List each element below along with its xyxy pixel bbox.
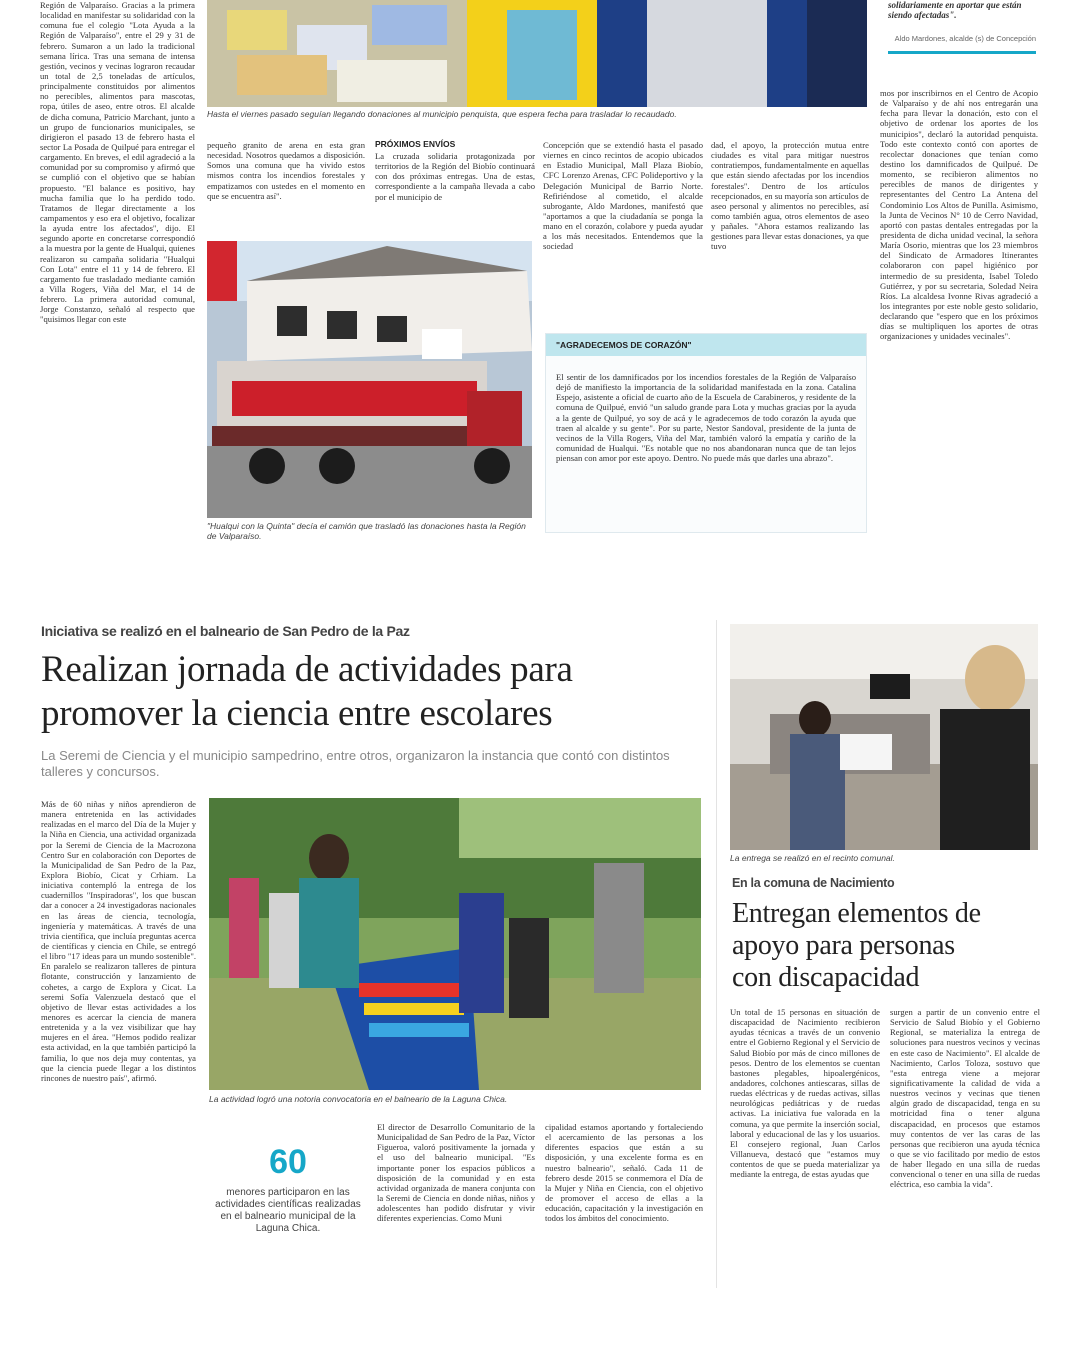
science-column-1: Más de 60 niñas y niños aprendieron de manera entretenida en las actividades realizadas en el marco del Día de la Mujer y la Niña en Ciencia, una actividad organizada por la Seremi de Ciencia de la Macrozona Centro Sur en colaboración con Deportes de la Municipalidad de San Pedro de la Paz, Explora Biobío, Cicat y Crhiam. La iniciativa contempló la entrega de los cuadernillos "Inspiradoras", los que buscan dar a conocer a 24 investigadoras nacionales en las áreas de ciencia, tecnología, ingeniería y matemáticas. A través de una trivia científica, que incluía preguntas acerca de científicas y ciencia en Chile, se entregó el libro "17 ideas para un mundo sostenible". En paralelo se realizaron talleres de pintura flotante, construcción y lanzamiento de cohetes, a cargo de Explora y Cicat. La seremi Sofía Valenzuela destacó que el objetivo de llevar estas actividades a los menores es acercar la ciencia de manera entretenida y a la vez visibilizar que hay mujeres en el área. "Hemos podido realizar esta actividad, en la que también participó la familia, lo que nos deja muy contentas, ya que la ciencia puede llegar a los distintos rincones de nuestro país", afirmó. [41,799,196,1083]
mardones-quote-byline: Aldo Mardones, alcalde (s) de Concepción [894,34,1036,43]
nacimiento-photo-image [730,624,1038,850]
proximos-envios-text: La cruzada solidaria protagonizada por territorios de la Región del Biobío continuará con dos próximas entregas. Una de estas, correspondiente a la campaña llevada a cabo por el municipio de [375,151,535,202]
agradecemos-box-title: "AGRADECEMOS DE CORAZÓN" [546,334,866,356]
science-headline-line-2: promover la ciencia entre escolares [41,693,553,734]
agradecemos-box-text: El sentir de los damnificados por los incendios forestales de la Región de Valparaíso dejó de manifiesto la importancia de la solidaridad manifestada en la zona. Catalina Espejo, asistente a oficial de cuarto año de la Escuela de Carabineros, y residente de la comuna de Quilpué, envió "un saludo grande para Lota y muchas gracias por la ayuda a la gente de Quilpué, yo soy de acá y le agradecemos de todo corazón la ayuda que traen al alcalde y su gente". Por su parte, Nestor Sandoval, presidente de la junta de vecinos de la Villa Rogers, Viña del Mar, también valoró la empatía y cariño de la comunidad de Hualqui. "Es notable que no nos abandonaran nunca que de tan lejos piensan con amor por este apoyo. Dentro. No puede más que darles una abrazo". [556,372,856,464]
science-kicker: Iniciativa se realizó en el balneario de San Pedro de la Paz [41,623,410,639]
nacimiento-headline-line-2: apoyo para personas [732,930,955,961]
quote-underline [888,51,1036,54]
mardones-quote-text: solidariamente en aportar que están siendo afectadas". [888,0,1022,20]
nacimiento-headline-line-3: con discapacidad [732,962,920,993]
nacimiento-photo [730,624,1038,850]
truck-photo-caption: "Hualqui con la Quinta" decía el camión que trasladó las donaciones hasta la Región de Valparaíso. [207,521,526,541]
stat-number: 60 [269,1143,307,1181]
truck-photo [207,241,532,518]
science-photo [209,798,701,1090]
top-article-column-6: mos por inscribirnos en el Centro de Acopio de Valparaíso y de ahí nos entregarán una fecha para llevar la donación, esto con el objetivo de ordenar los aportes de los municipios", declaró la autoridad penquista. Todo este contexto contó con aportes de recolectar donaciones que tenían como destino los damnificados de Quilpué. De momento, se recibieron alimentos no perecibles de manos de dirigentes y representantes del Centro La Antena del Condominio Los Altos de Punilla. Asimismo, la Junta de Vecinos N° 10 de Cerro Navidad, aportó con pastas dentales entregadas por la presidenta de dicha unidad vecinal, la señora María Osorio, mientras que los 23 miembros del Sindicato de Armadores Itinerantes colaboraron con papel higiénico por intermedio de su presidenta, Isabel Toledo Gutiérrez, y por su secretaria, Soledad Neira Ríos. La alcaldesa Ivonne Rivas agradeció a los integrantes por este noble gesto solidario, declarando que "espero que en los próximos días se multipliquen los aportes de otras organizaciones y unidades vecinales". [880,88,1038,342]
top-article-column-1: Región de Valparaíso. Gracias a la primera localidad en manifestar su solidaridad con la comuna fue el colegio "Lota Ayuda a la Región de Valparaíso", entre el 29 y 31 de febrero. Sumaron a un lado la tradicional semana lírica. Tras una semana de intensa gestión, vecinos y vecinas lograron recaudar un total de 2,5 toneladas de artículos, principalmente constituidos por alimentos no perecibles, alimentos para mascotas, ropa, útiles de aseo, entre otros. El alcalde de dicha comuna, Patricio Marchant, junto a un grupo de funcionarios municipales, se dirigieron el pasado 13 de febrero hasta el sector La Posada de Quilpué para entregar el cargamento. En breves, el edil agradeció a la comunidad por su compromiso y afirmó que se cumplió con el objetivo que se habían propuesto. "El balance es positivo, hay mucha familia que lo ha perdido todo. Tratamos de llegar directamente a los campamentos y eso era el objetivo, focalizar la ayuda entre los afectados", dijo. El segundo aporte en concretarse correspondió a la muestra por la gente de Hualqui, quienes realizaron su campaña solidaria "Hualqui Con Lota" entre el 11 y 14 de febrero. El cargamento fue trasladado mediante camión a Villa Rogers, Viña del Mar, el 14 de febrero. La primera autoridad comunal, Jorge Constanzo, señaló al respecto que "quisimos llegar con este [40,0,195,325]
donations-photo [207,0,867,107]
truck-photo-image [207,241,532,518]
agradecemos-box [545,333,867,533]
top-article-column-4: Concepción que se extendió hasta el pasado viernes en cinco recintos de acopio ubicados en Estadio Municipal, Mall Plaza Biobío, CFC Lorenzo Arenas, CFC Polideportivo y la Delegación Municipal de Barrio Norte. Refiriéndose al cometido, el alcalde subrogante, Aldo Mardones, manifestó que "aportamos a que la ciudadanía se ponga la mano en el corazón, colabore y pueda ayudar a los más necesitados. Entendemos que la sociedad [543,140,703,252]
donations-photo-image [207,0,867,107]
nacimiento-photo-caption: La entrega se realizó en el recinto comunal. [730,853,895,863]
stat-callout [212,1143,364,1235]
science-headline [41,648,711,736]
nacimiento-column-1: Un total de 15 personas en situación de discapacidad de Nacimiento recibieron ayudas técnicas a través de un convenio entre el Gobierno Regional y el Servicio de Salud Biobío por más de cinco millones de pesos. Dentro de los elementos se cuentan bastones plegables, hipoalergénicos, andadores, colchones antiescaras, sillas de ruedas eléctricas y de ruedas activas, sillas neurológicas pediátricas y de ruedas activas. La iniciativa fue valorada en la comuna, ya que permite la inserción social, laboral y educacional de las y los usuarios. El consejero regional, Juan Carlos Villanueva, destacó que "estamos muy contentos de que se pueda materializar ya mediante la entrega, de estas ayudas que [730,1007,880,1180]
top-article-column-2: pequeño granito de arena en esta gran necesidad. Nosotros quedamos a disposición. Somos una comuna que ha vivido estos mismos contra los incendios forestales y empatizamos con ustedes en el momento en que se encuentra así". [207,140,365,201]
nacimiento-headline-line-1: Entregan elementos de [732,898,981,929]
science-subhead: La Seremi de Ciencia y el municipio sampedrino, entre otros, organizaron la instancia que contó con distintos talleres y concursos. [41,748,670,779]
science-headline-line-1: Realizan jornada de actividades para [41,649,573,690]
science-photo-caption: La actividad logró una notoria convocatoria en el balneario de la Laguna Chica. [209,1094,508,1104]
science-column-2: El director de Desarrollo Comunitario de la Municipalidad de San Pedro de la Paz, Víctor Figueroa, valoró positivamente la jornada y el uso del balneario municipal. "Es importante poner los espacios públicos a disposición de la comunidad y en esta actividad organizada de manera conjunta con la Seremi de Ciencia en donde niñas, niños y adolescentes han podido disfrutar y vivir diferentes experiencias. Como Muni [377,1122,535,1224]
science-column-3: cipalidad estamos aportando y fortaleciendo el acercamiento de las personas a los diferentes espacios que están a su disposición, y una excelente forma es en nuestro balneario", señaló. Cada 11 de febrero desde 2015 se conmemora el Día de la Mujer y Niña en Ciencia, con el objetivo de promover el acceso de ellas a la educación, capacitación y la investigación en todos los ámbitos del conocimiento. [545,1122,703,1224]
proximos-envios-title: PRÓXIMOS ENVÍOS [375,139,456,149]
science-photo-image [209,798,701,1090]
stat-text: menores participaron en las actividades científicas realizadas en el balneario municipal de la Laguna Chica. [215,1187,361,1234]
nacimiento-headline [732,898,1042,994]
mardones-quote [888,0,1036,54]
donations-photo-caption: Hasta el viernes pasado seguían llegando donaciones al municipio penquista, que espera fecha para trasladar lo recaudado. [207,109,677,119]
proximos-envios-section [375,139,535,231]
nacimiento-column-2: surgen a partir de un convenio entre el Servicio de Salud Biobío y el Gobierno Regional, se materializa la entrega de soluciones para nuestros vecinos y vecinas en este caso de Nacimiento". El alcalde de Nacimiento, Carlos Toloza, sostuvo que "esta entrega viene a mejorar significativamente la calidad de vida a nuestros vecinos y vecinas que tienen algún grado de discapacidad, tenga en su motricidad fina o tener alguna discapacidad, en procesos que estamos muy contentos de ver las caras de las personas que recibieron una ayuda técnica o que se vio facilitado por medio de estos de haber llegado en una silla de ruedas convencional o tener en una silla de ruedas eléctrica, eso cambia la vida". [890,1007,1040,1190]
top-article-column-5: dad, el apoyo, la protección mutua entre ciudades es vital para mitigar nuestros contratiempos, fundamentalmente en aquellas que están siendo afectadas por los incendios forestales". Dentro de los artículos recepcionados, en su mayoría son artículos de aseo personal y alimentos no perecibles, así como también agua, otros elementos de aseo y pañales. "Ahora estamos realizando las gestiones para llevar estas donaciones, ya que tuvo [711,140,869,252]
column-divider [716,620,717,1288]
nacimiento-kicker: En la comuna de Nacimiento [732,876,895,890]
